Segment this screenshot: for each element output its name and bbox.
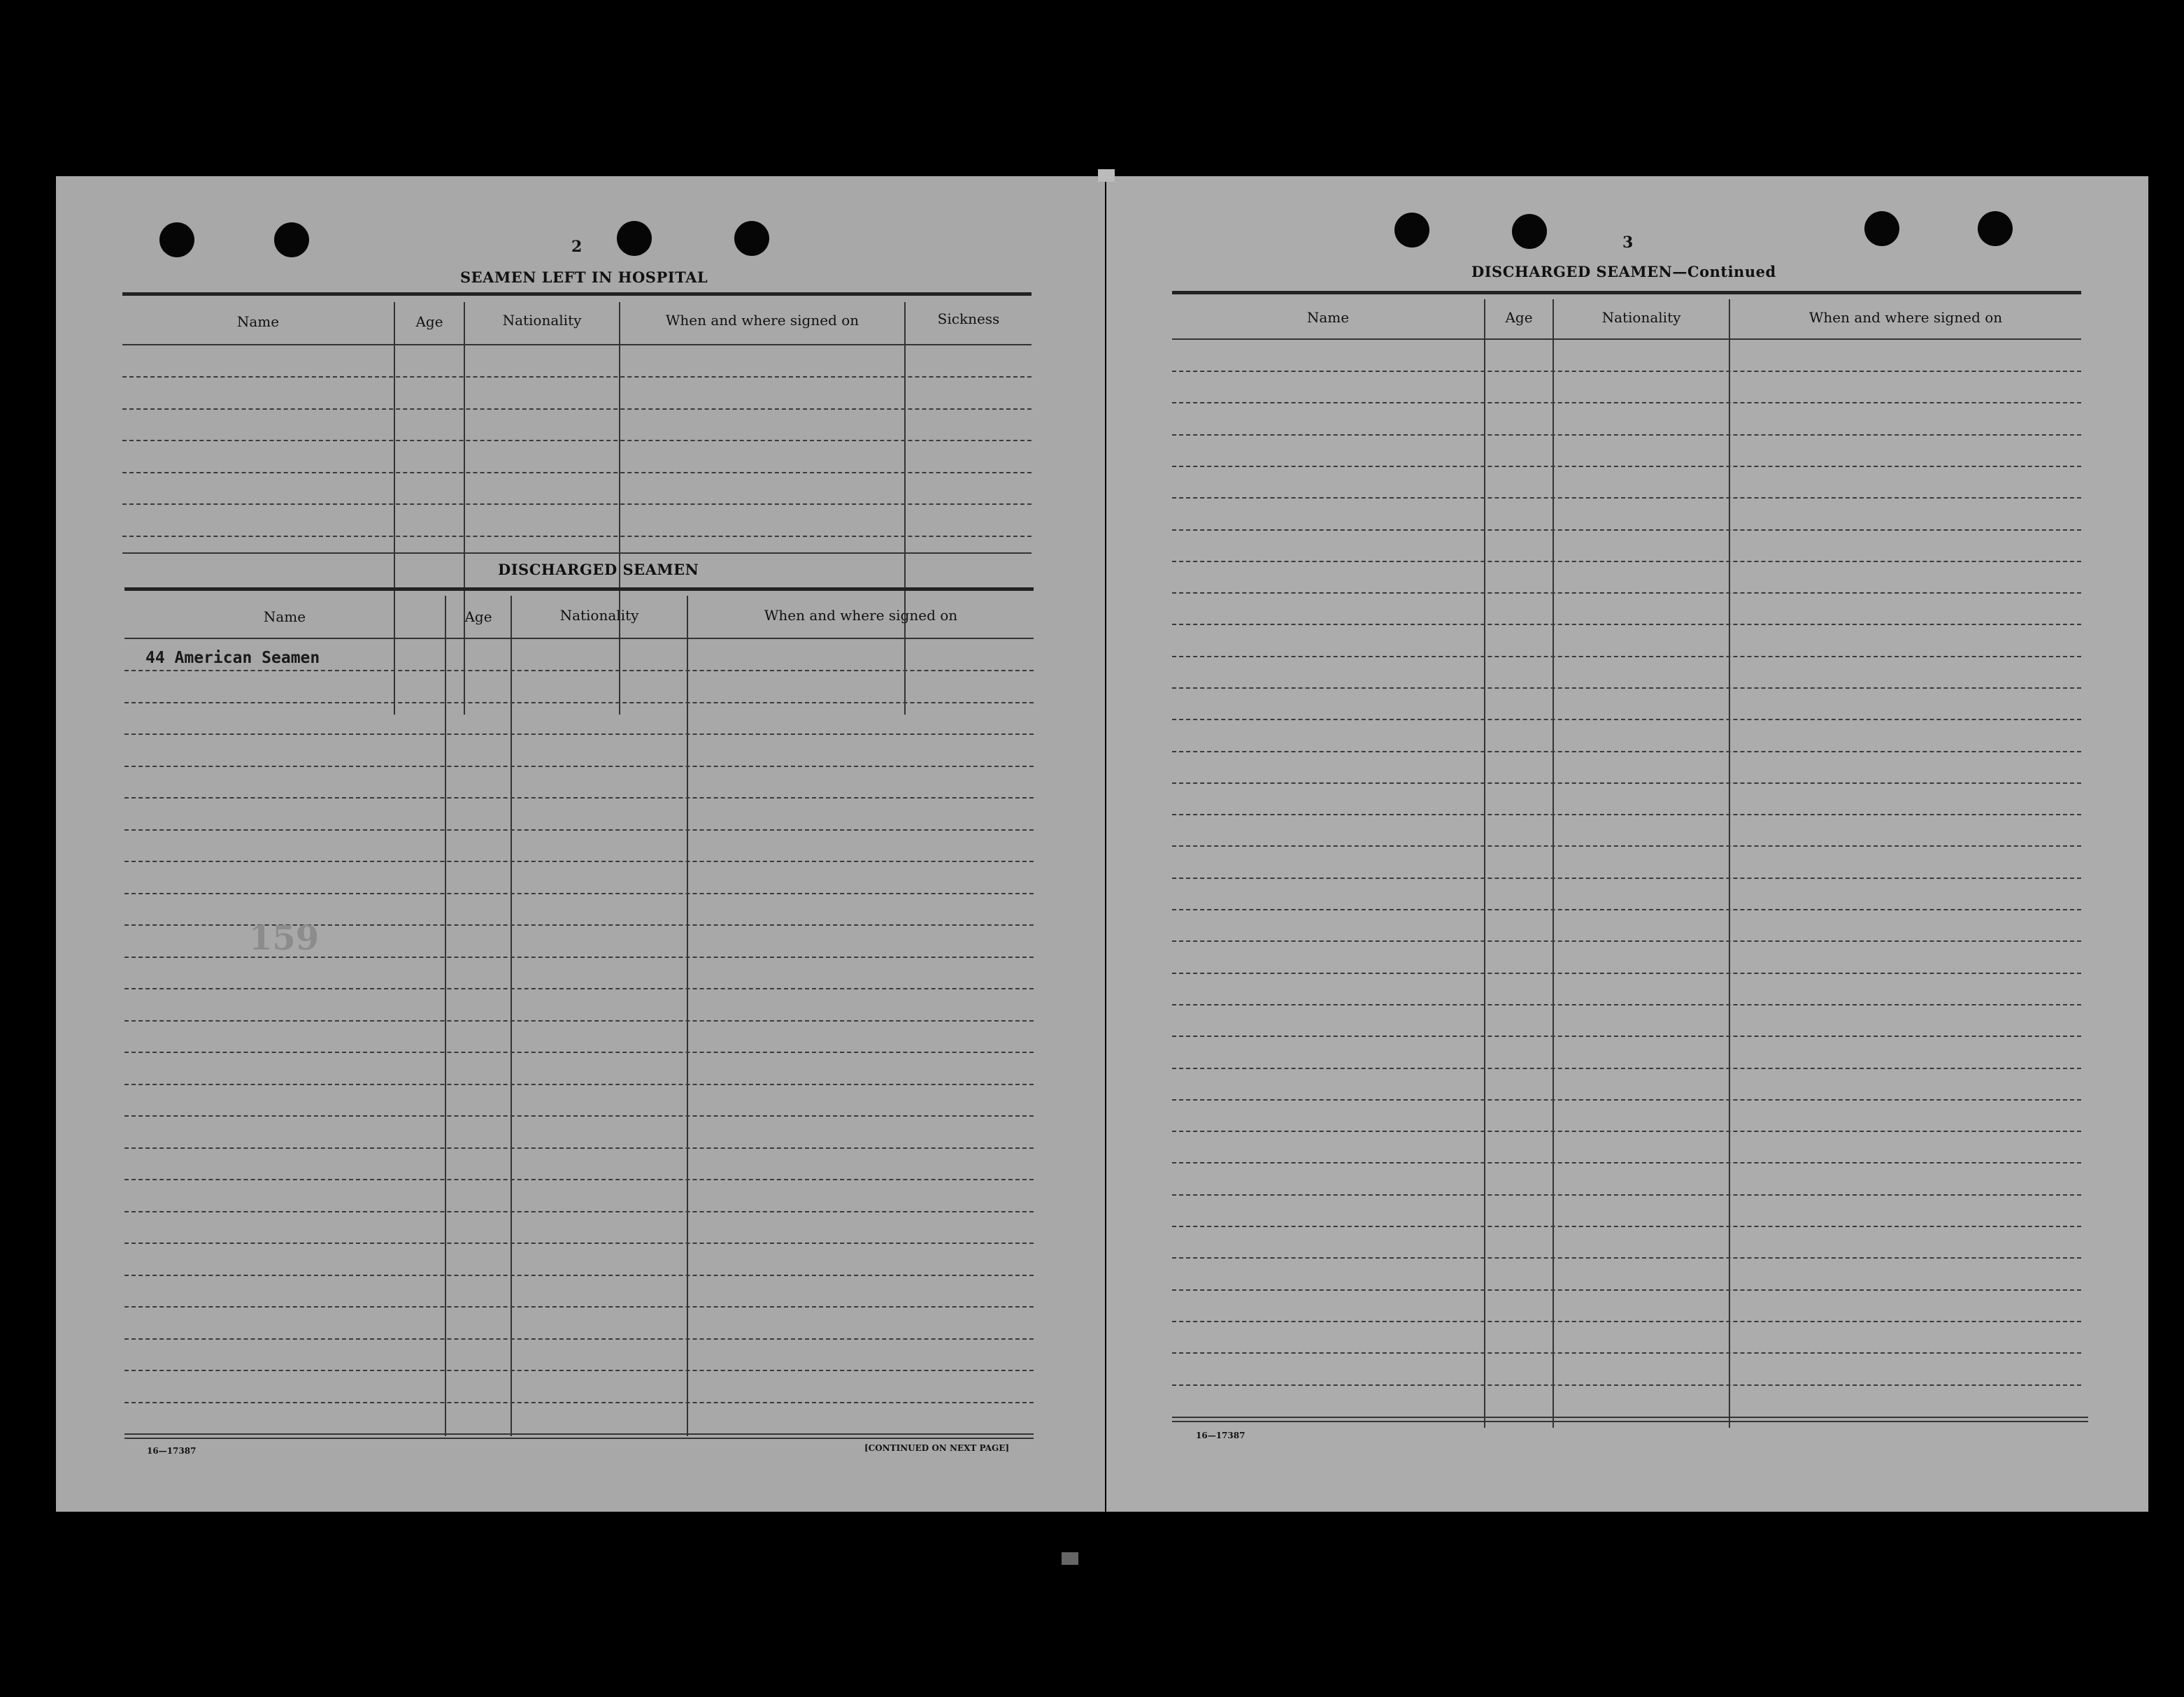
punch-hole	[1978, 211, 2013, 246]
ruled-row	[1172, 497, 2081, 499]
ruled-row	[1172, 1352, 2081, 1354]
column-header-nationality: Nationality	[502, 312, 582, 329]
ruled-row	[1172, 940, 2081, 942]
ruled-row	[124, 1211, 1034, 1212]
header-rule	[124, 638, 1034, 639]
ruled-row	[1172, 1257, 2081, 1259]
column-divider	[394, 302, 395, 715]
column-divider	[687, 596, 688, 1436]
ruled-row	[1172, 402, 2081, 403]
ruled-row	[1172, 1321, 2081, 1322]
ruled-row	[124, 861, 1034, 862]
ruled-row	[1172, 624, 2081, 625]
column-header-when-where: When and where signed on	[665, 312, 859, 329]
table-bottom-rule	[1172, 1421, 2088, 1422]
ruled-row	[1172, 1289, 2081, 1291]
ruled-row	[1172, 687, 2081, 689]
ruled-row	[124, 1020, 1034, 1022]
ruled-row	[1172, 371, 2081, 372]
ruled-row	[124, 1084, 1034, 1085]
column-header-age: Age	[1505, 309, 1533, 326]
table-top-rule	[122, 292, 1032, 296]
header-rule	[1172, 338, 2081, 340]
ruled-row	[122, 503, 1032, 505]
ruled-row	[124, 1052, 1034, 1053]
hospital-section-title: SEAMEN LEFT IN HOSPITAL	[460, 268, 708, 286]
column-divider	[619, 302, 620, 715]
ruled-row	[1172, 878, 2081, 879]
table-bottom-rule	[1172, 1417, 2088, 1418]
ruled-row	[124, 1275, 1034, 1276]
ruled-row	[124, 829, 1034, 831]
discharged-section-title: DISCHARGED SEAMEN	[498, 561, 699, 578]
punch-hole	[159, 222, 194, 257]
ruled-row	[124, 1402, 1034, 1403]
ruled-row	[1172, 592, 2081, 594]
ruled-row	[124, 766, 1034, 767]
punch-hole	[734, 221, 769, 256]
ruled-row	[1172, 782, 2081, 784]
ruled-row	[1172, 719, 2081, 720]
ruled-row	[122, 536, 1032, 537]
column-header-age: Age	[415, 313, 443, 330]
ruled-row	[1172, 529, 2081, 531]
column-header-sickness: Sickness	[937, 310, 1000, 327]
ruled-row	[1172, 466, 2081, 467]
ruled-row	[124, 702, 1034, 703]
table-top-rule	[124, 587, 1034, 591]
ruled-row	[1172, 1162, 2081, 1163]
ruled-row	[124, 1147, 1034, 1149]
form-number: 16—17387	[1196, 1431, 1246, 1440]
page-number: 2	[571, 238, 583, 256]
title-continued: —Continued	[1672, 263, 1776, 280]
form-number: 16—17387	[147, 1446, 197, 1456]
page-tab	[1098, 169, 1115, 182]
column-header-name: Name	[1306, 309, 1350, 326]
title-main: DISCHARGED SEAMEN	[1471, 263, 1673, 280]
table-bottom-rule	[124, 1438, 1034, 1439]
column-header-name: Name	[263, 608, 306, 625]
ruled-row	[1172, 1194, 2081, 1196]
ruled-row	[1172, 909, 2081, 910]
column-divider	[511, 596, 512, 1436]
faint-stamp-number: 159	[249, 919, 320, 958]
ruled-row	[122, 440, 1032, 441]
punch-hole	[1512, 214, 1547, 249]
left-page	[56, 176, 1105, 1512]
column-divider	[445, 596, 446, 1436]
ruled-row	[124, 1243, 1034, 1244]
ruled-row	[124, 1338, 1034, 1340]
seamen-entry: 44 American Seamen	[145, 649, 320, 667]
ruled-row	[1172, 845, 2081, 847]
page-tab	[1062, 1552, 1078, 1565]
discharged-continued-title	[1471, 263, 1776, 280]
ruled-row	[1172, 1004, 2081, 1005]
ruled-row	[122, 472, 1032, 473]
table-bottom-rule	[122, 552, 1032, 554]
ruled-row	[124, 1115, 1034, 1117]
column-header-nationality: Nationality	[559, 607, 639, 624]
punch-hole	[274, 222, 309, 257]
punch-hole	[617, 221, 652, 256]
ruled-row	[124, 670, 1034, 671]
column-header-when-where: When and where signed on	[1808, 309, 2003, 326]
punch-hole	[1394, 213, 1429, 248]
ruled-row	[124, 1306, 1034, 1308]
column-divider	[904, 302, 906, 715]
ruled-row	[124, 733, 1034, 735]
ruled-row	[124, 893, 1034, 894]
table-top-rule	[1172, 291, 2081, 294]
header-rule	[122, 344, 1032, 345]
column-header-age: Age	[464, 608, 492, 625]
ruled-row	[1172, 1226, 2081, 1227]
ruled-row	[124, 1370, 1034, 1371]
column-header-when-where: When and where signed on	[764, 607, 958, 624]
table-bottom-rule	[124, 1433, 1034, 1435]
page-number: 3	[1622, 234, 1634, 252]
ruled-row	[124, 1179, 1034, 1180]
ruled-row	[1172, 973, 2081, 974]
ruled-row	[124, 988, 1034, 989]
ruled-row	[124, 797, 1034, 799]
column-divider	[464, 302, 465, 715]
ruled-row	[1172, 751, 2081, 752]
punch-hole	[1864, 211, 1899, 246]
ruled-row	[122, 408, 1032, 410]
ruled-row	[122, 376, 1032, 378]
right-page	[1106, 176, 2148, 1512]
ruled-row	[1172, 656, 2081, 657]
ruled-row	[1172, 1131, 2081, 1132]
continued-note: [CONTINUED ON NEXT PAGE]	[864, 1443, 1010, 1453]
ruled-row	[1172, 814, 2081, 815]
column-header-nationality: Nationality	[1601, 309, 1681, 326]
ruled-row	[1172, 561, 2081, 562]
ruled-row	[1172, 1036, 2081, 1037]
ruled-row	[1172, 1099, 2081, 1101]
ruled-row	[1172, 434, 2081, 436]
ruled-row	[1172, 1384, 2081, 1386]
ruled-row	[1172, 1068, 2081, 1069]
column-header-name: Name	[236, 313, 280, 330]
